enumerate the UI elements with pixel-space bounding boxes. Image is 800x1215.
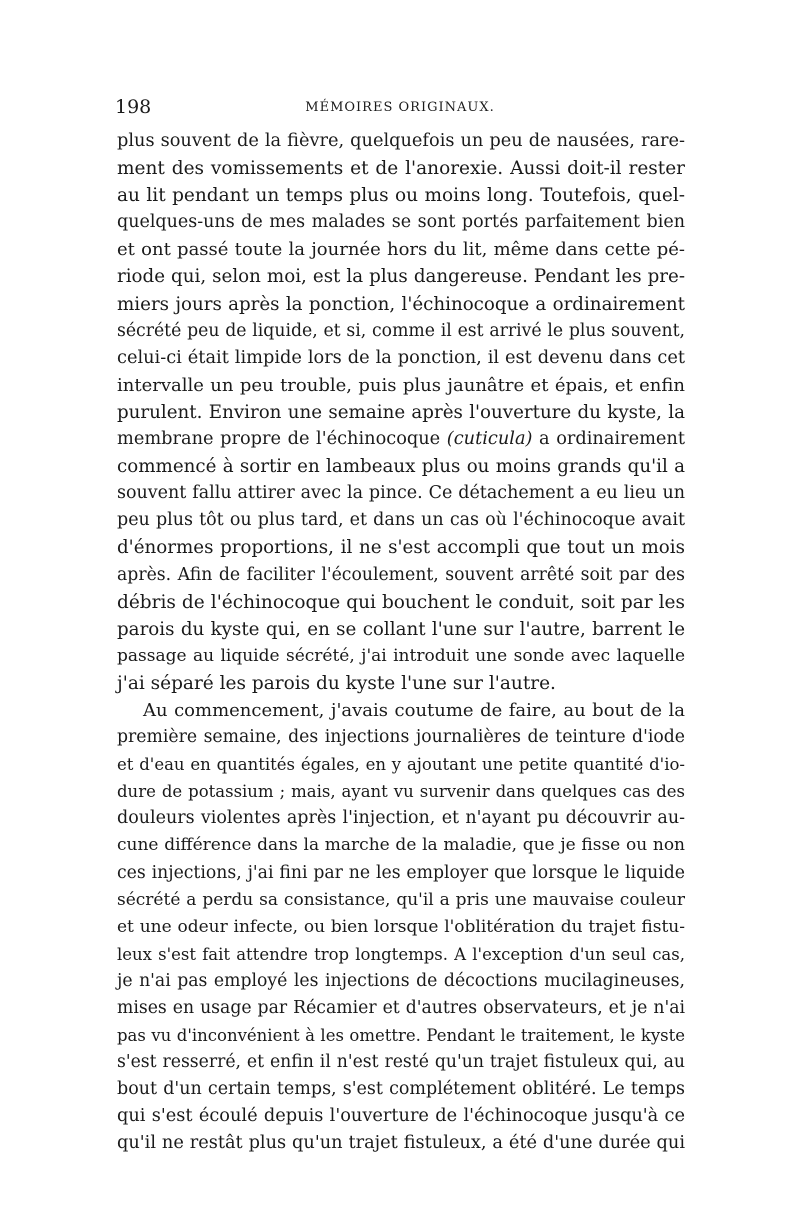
- text-line: riode qui, selon moi, est la plus dangereuse. Pendant les pre-: [117, 266, 685, 288]
- text-line: leux s'est fait attendre trop longtemps. A l'exception d'un seul cas,: [117, 944, 685, 964]
- italic-term: (cuticula): [446, 429, 533, 450]
- text-line: miers jours après la ponction, l'échinocoque a ordinairement: [117, 293, 685, 315]
- text-line: j'ai séparé les parois du kyste l'une sur l'autre.: [117, 672, 556, 694]
- text-line: sécrété peu de liquide, et si, comme il est arrivé le plus souvent,: [117, 320, 685, 341]
- text-line: douleurs violentes après l'injection, et n'ayant pu découvrir au-: [117, 808, 685, 829]
- text-line: ment des vomissements et de l'anorexie. Aussi doit-il rester: [117, 158, 685, 180]
- text-line: et d'eau en quantités égales, en y ajoutant une petite quantité d'io-: [117, 755, 685, 775]
- text-line: mises en usage par Récamier et d'autres observateurs, et je n'ai: [117, 998, 685, 1018]
- text-run: a ordinairement: [532, 429, 685, 450]
- running-head: MÉMOIRES ORIGINAUX.: [305, 100, 495, 115]
- text-line: celui-ci était limpide lors de la ponction, il est devenu dans cet: [117, 347, 685, 368]
- text-line: ces injections, j'ai fini par ne les employer que lorsque le liquide: [117, 862, 685, 883]
- text-line: bout d'un certain temps, s'est complétement oblitéré. Le temps: [117, 1079, 685, 1100]
- text-line: pas vu d'inconvénient à les omettre. Pendant le traitement, le kyste: [117, 1026, 685, 1046]
- text-line: parois du kyste qui, en se collant l'une sur l'autre, barrent le: [117, 618, 685, 640]
- text-line: sécrété a perdu sa consistance, qu'il a pris une mauvaise couleur: [117, 889, 685, 910]
- text-line: plus souvent de la fièvre, quelquefois un peu de nausées, rare-: [117, 131, 685, 151]
- text-line: cune différence dans la marche de la maladie, que je fisse ou non: [117, 835, 685, 856]
- text-line: après. Afin de faciliter l'écoulement, souvent arrêté soit par des: [117, 564, 685, 585]
- text-line: qu'il ne restât plus qu'un trajet fistuleux, a été d'une durée qui: [117, 1133, 685, 1154]
- text-line-with-italic: [117, 426, 685, 453]
- text-line: souvent fallu attirer avec la pince. Ce détachement a eu lieu un: [117, 483, 685, 504]
- text-run: membrane propre de l'échinocoque: [117, 429, 447, 450]
- text-line: s'est resserré, et enfin il n'est resté qu'un trajet fistuleux qui, au: [117, 1052, 685, 1073]
- text-line: quelques-uns de mes malades se sont portés parfaitement bien: [117, 212, 685, 233]
- text-line: et une odeur infecte, ou bien lorsque l'oblitération du trajet fistu-: [117, 916, 685, 937]
- text-line: dure de potassium ; mais, ayant vu survenir dans quelques cas des: [117, 782, 685, 802]
- page-header: [115, 96, 685, 122]
- text-line: et ont passé toute la journée hors du lit, même dans cette pé-: [117, 239, 685, 261]
- paragraph-1: [117, 128, 685, 697]
- text-line: intervalle un peu trouble, puis plus jaunâtre et épais, et enfin: [117, 374, 685, 396]
- page-number: 198: [115, 96, 152, 118]
- text-line: commencé à sortir en lambeaux plus ou moins grands qu'il a: [117, 456, 685, 478]
- text-line: Au commencement, j'avais coutume de faire, au bout de la: [143, 699, 685, 721]
- text-line: au lit pendant un temps plus ou moins long. Toutefois, quel-: [117, 185, 685, 207]
- text-line: passage au liquide sécrété, j'ai introduit une sonde avec laquelle: [117, 645, 685, 666]
- text-line: je n'ai pas employé les injections de décoctions mucilagineuses,: [117, 970, 685, 991]
- text-line: débris de l'échinocoque qui bouchent le conduit, soit par les: [117, 591, 685, 613]
- text-line: première semaine, des injections journalières de teinture d'iode: [117, 727, 685, 748]
- body-text: [117, 128, 685, 1158]
- paragraph-2: [117, 697, 685, 1158]
- text-line: purulent. Environ une semaine après l'ouverture du kyste, la: [117, 401, 685, 423]
- text-line: peu plus tôt ou plus tard, et dans un cas où l'échinocoque avait: [117, 510, 685, 531]
- text-line: qui s'est écoulé depuis l'ouverture de l'échinocoque jusqu'à ce: [117, 1106, 685, 1127]
- text-line: d'énormes proportions, il ne s'est accompli que tout un mois: [117, 537, 685, 559]
